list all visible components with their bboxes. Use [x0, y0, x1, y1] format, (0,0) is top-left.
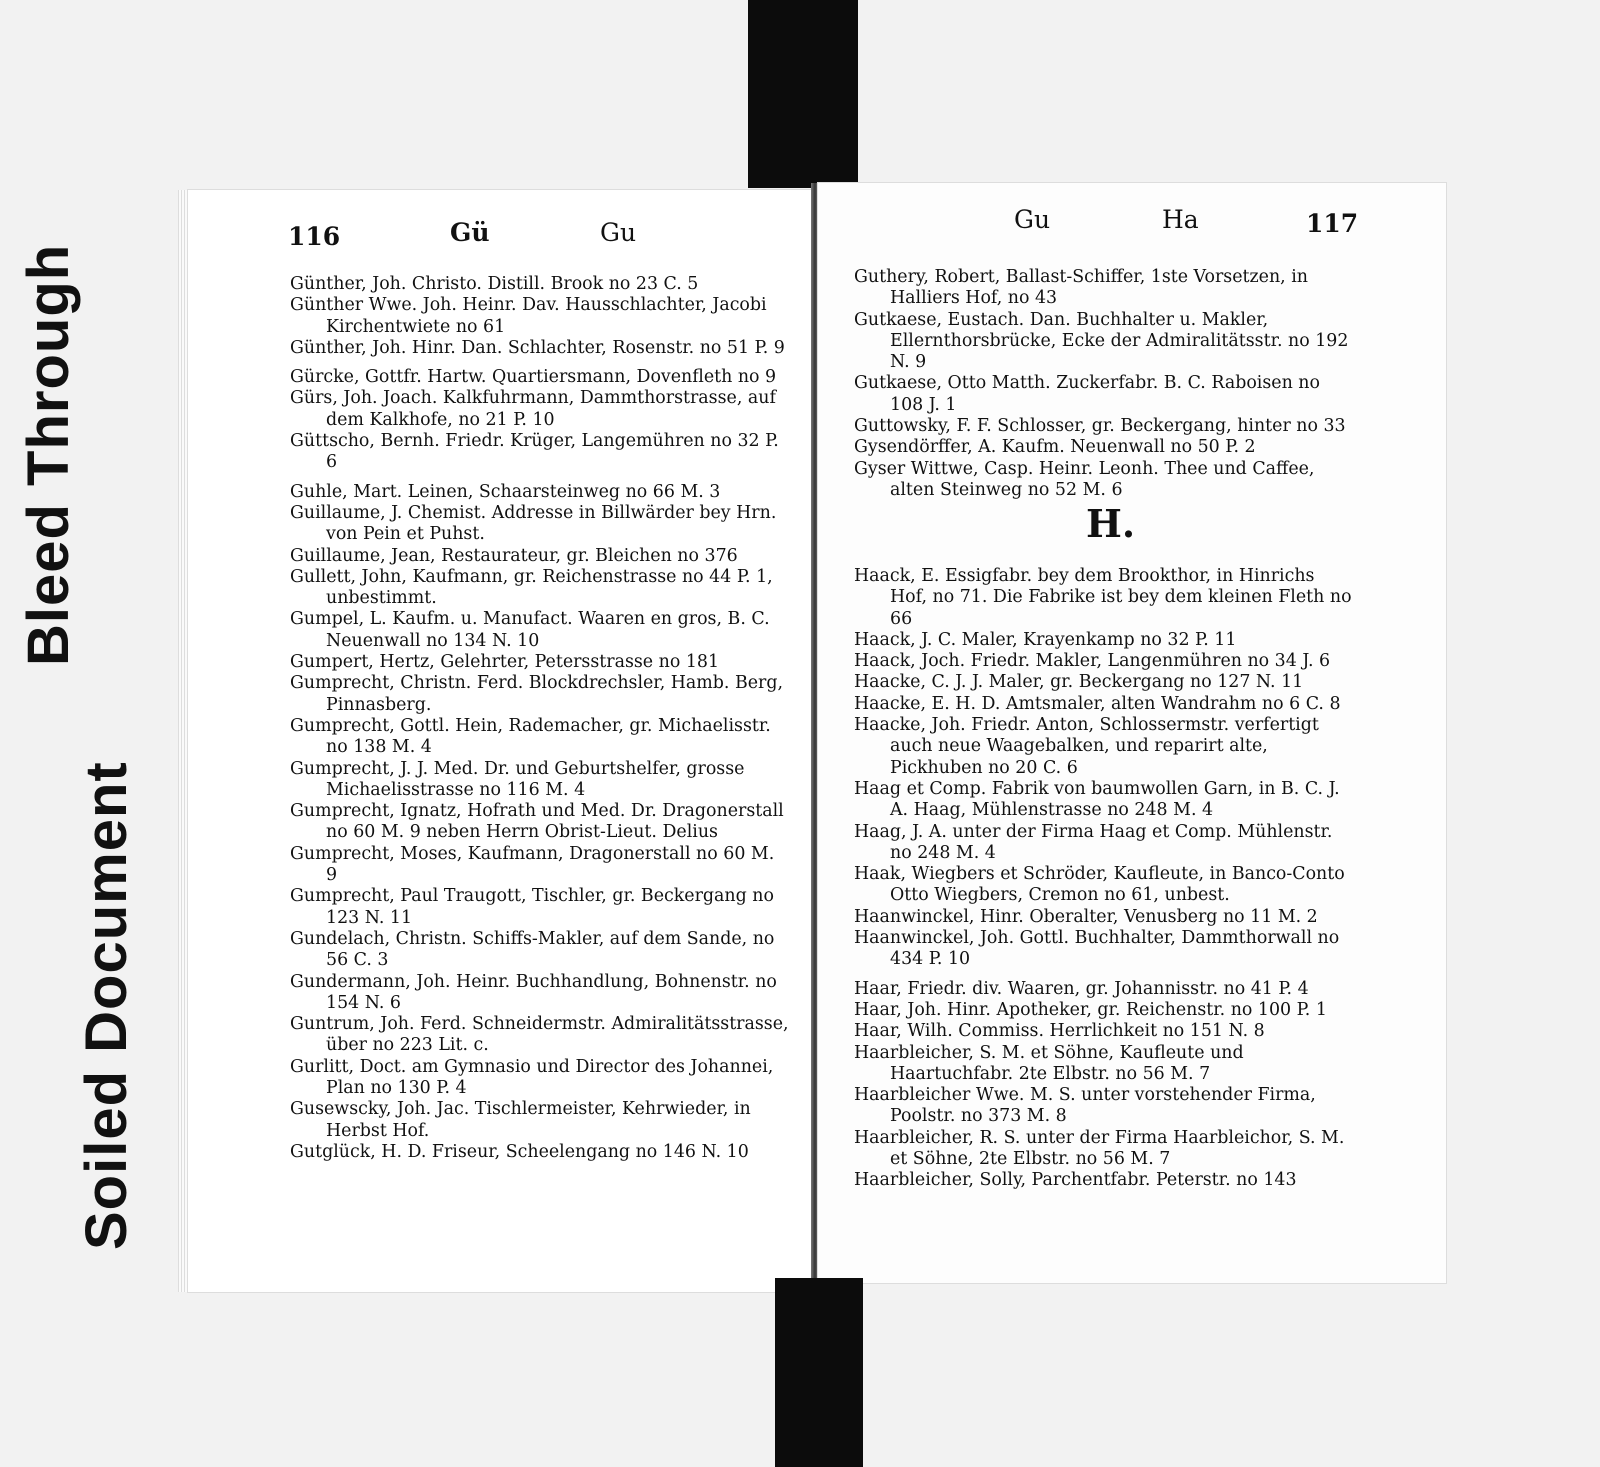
directory-entry: Güttscho, Bernh. Friedr. Krüger, Langemühren no 32 P. 6: [290, 431, 779, 473]
section-heading-h: H.: [1086, 501, 1136, 546]
bleed-through-label: Bleed Through: [16, 243, 81, 666]
directory-entry: Haag, J. A. unter der Firma Haag et Comp. Mühlenstr. no 248 M. 4: [854, 821, 1333, 863]
directory-entry: Gysendörffer, A. Kaufm. Neuenwall no 50 P. 2: [854, 437, 1256, 458]
directory-entry: Gutkaese, Otto Matth. Zuckerfabr. B. C. Raboisen no 108 J. 1: [854, 373, 1320, 415]
directory-entry: Gundelach, Christn. Schiffs-Makler, auf dem Sande, no 56 C. 3: [290, 928, 775, 971]
directory-entry: Gundermann, Joh. Heinr. Buchhandlung, Bohnenstr. no 154 N. 6: [290, 971, 777, 1013]
left-entry-list: [290, 274, 790, 1163]
directory-entry: Gumprecht, Gottl. Hein, Rademacher, gr. Michaelisstr. no 138 M. 4: [290, 715, 771, 758]
directory-entry: Gürs, Joh. Joach. Kalkfuhrmann, Dammthorstrasse, auf dem Kalkhofe, no 21 P. 10: [290, 388, 776, 430]
directory-entry: Haacke, Joh. Friedr. Anton, Schlossermstr. verfertigt auch neue Waagebalken, und reparirt alte, Pickhuben no 20 C. 6: [854, 715, 1319, 778]
directory-entry: Guthery, Robert, Ballast-Schiffer, 1ste Vorsetzen, in Halliers Hof, no 43: [854, 267, 1308, 309]
directory-entry: Haak, Wiegbers et Schröder, Kaufleute, in Banco-Conto Otto Wiegbers, Cremon no 61, unbest.: [854, 864, 1345, 906]
directory-entry: Haack, Joch. Friedr. Makler, Langenmühren no 34 J. 6: [854, 651, 1331, 672]
directory-entry: Haar, Wilh. Commiss. Herrlichkeit no 151 N. 8: [854, 1021, 1265, 1042]
directory-entry: Günther, Joh. Hinr. Dan. Schlachter, Rosenstr. no 51 P. 9: [290, 337, 785, 358]
page-number-left: 116: [288, 222, 341, 251]
directory-entry: Gumpert, Hertz, Gelehrter, Petersstrasse no 181: [290, 652, 720, 673]
left-running-head-b: Gu: [600, 218, 637, 247]
directory-entry: Gutglück, H. D. Friseur, Scheelengang no 146 N. 10: [290, 1141, 749, 1162]
directory-entry: Haar, Joh. Hinr. Apotheker, gr. Reichenstr. no 100 P. 1: [854, 999, 1327, 1020]
directory-entry: Gurlitt, Doct. am Gymnasio und Director des Johannei, Plan no 130 P. 4: [290, 1056, 774, 1098]
directory-entry: Guillaume, Jean, Restaurateur, gr. Bleichen no 376: [290, 545, 738, 566]
directory-entry: Haarbleicher, Solly, Parchentfabr. Peterstr. no 143: [854, 1170, 1297, 1191]
directory-entry: Guillaume, J. Chemist. Addresse in Billwärder bey Hrn. von Pein et Puhst.: [290, 502, 777, 545]
directory-entry: Guhle, Mart. Leinen, Schaarsteinweg no 66 M. 3: [290, 481, 721, 502]
directory-entry: Günther Wwe. Joh. Heinr. Dav. Hausschlachter, Jacobi Kirchentwiete no 61: [290, 295, 767, 337]
directory-entry: Haack, E. Essigfabr. bey dem Brookthor, in Hinrichs Hof, no 71. Die Fabrike ist bey dem kleinen Fleth no 66: [854, 566, 1352, 629]
directory-entry: Gullett, John, Kaufmann, gr. Reichenstrasse no 44 P. 1, unbestimmt.: [290, 566, 773, 609]
directory-entry: Guttowsky, F. F. Schlosser, gr. Beckergang, hinter no 33: [854, 416, 1346, 437]
right-page: [818, 183, 1446, 1283]
directory-entry: Haar, Friedr. div. Waaren, gr. Johannisstr. no 41 P. 4: [854, 978, 1309, 999]
directory-entry: Gumprecht, Moses, Kaufmann, Dragonerstall no 60 M. 9: [290, 843, 775, 886]
left-running-head-a: Gü: [450, 218, 490, 247]
directory-entry: Haarbleicher Wwe. M. S. unter vorstehender Firma, Poolstr. no 373 M. 8: [854, 1085, 1316, 1127]
directory-entry: Guntrum, Joh. Ferd. Schneidermstr. Admiralitätsstrasse, über no 223 Lit. c.: [290, 1014, 789, 1056]
directory-entry: Gumpel, L. Kaufm. u. Manufact. Waaren en gros, B. C. Neuenwall no 134 N. 10: [290, 609, 770, 651]
binder-clip-bottom: [775, 1278, 863, 1467]
directory-entry: Gürcke, Gottfr. Hartw. Quartiersmann, Dovenfleth no 9: [290, 367, 777, 388]
directory-entry: Haarbleicher, S. M. et Söhne, Kaufleute und Haartuchfabr. 2te Elbstr. no 56 M. 7: [854, 1042, 1244, 1084]
directory-entry: Gumprecht, J. J. Med. Dr. und Geburtshelfer, grosse Michaelisstrasse no 116 M. 4: [290, 758, 745, 800]
directory-entry: Gutkaese, Eustach. Dan. Buchhalter u. Makler, Ellernthorsbrücke, Ecke der Admiralitätsstr. no 192 N. 9: [854, 309, 1349, 373]
right-entry-list: [854, 267, 1354, 501]
directory-entry: Gusewscky, Joh. Jac. Tischlermeister, Kehrwieder, in Herbst Hof.: [290, 1099, 751, 1141]
right-running-head-a: Gu: [1014, 205, 1051, 234]
soiled-document-label: Soiled Document: [74, 761, 139, 1250]
directory-entry: Günther, Joh. Christo. Distill. Brook no 23 C. 5: [290, 274, 699, 294]
right-entry-list-h: [854, 566, 1354, 1192]
directory-entry: Haacke, C. J. J. Maler, gr. Beckergang no 127 N. 11: [854, 672, 1304, 693]
directory-entry: Haanwinckel, Hinr. Oberalter, Venusberg no 11 M. 2: [854, 906, 1318, 927]
directory-entry: Gyser Wittwe, Casp. Heinr. Leonh. Thee und Caffee, alten Steinweg no 52 M. 6: [854, 458, 1315, 500]
directory-entry: Haanwinckel, Joh. Gottl. Buchhalter, Dammthorwall no 434 P. 10: [854, 928, 1340, 970]
left-page: [188, 190, 818, 1292]
directory-entry: Gumprecht, Christn. Ferd. Blockdrechsler, Hamb. Berg, Pinnasberg.: [290, 673, 784, 715]
directory-entry: Haacke, E. H. D. Amtsmaler, alten Wandrahm no 6 C. 8: [854, 693, 1341, 714]
binder-clip-top: [748, 0, 858, 188]
page-number-right: 117: [1306, 209, 1359, 238]
directory-entry: Haack, J. C. Maler, Krayenkamp no 32 P. 11: [854, 629, 1237, 650]
directory-entry: Gumprecht, Ignatz, Hofrath und Med. Dr. Dragonerstall no 60 M. 9 neben Herrn Obrist-Lieut. Delius: [290, 801, 784, 843]
directory-entry: Gumprecht, Paul Traugott, Tischler, gr. Beckergang no 123 N. 11: [290, 886, 774, 928]
directory-entry: Haarbleicher, R. S. unter der Firma Haarbleichor, S. M. et Söhne, 2te Elbstr. no 56 M. 7: [854, 1127, 1345, 1170]
directory-entry: Haag et Comp. Fabrik von baumwollen Garn, in B. C. J. A. Haag, Mühlenstrasse no 248 M. 4: [854, 778, 1340, 821]
right-running-head-b: Ha: [1162, 205, 1199, 234]
